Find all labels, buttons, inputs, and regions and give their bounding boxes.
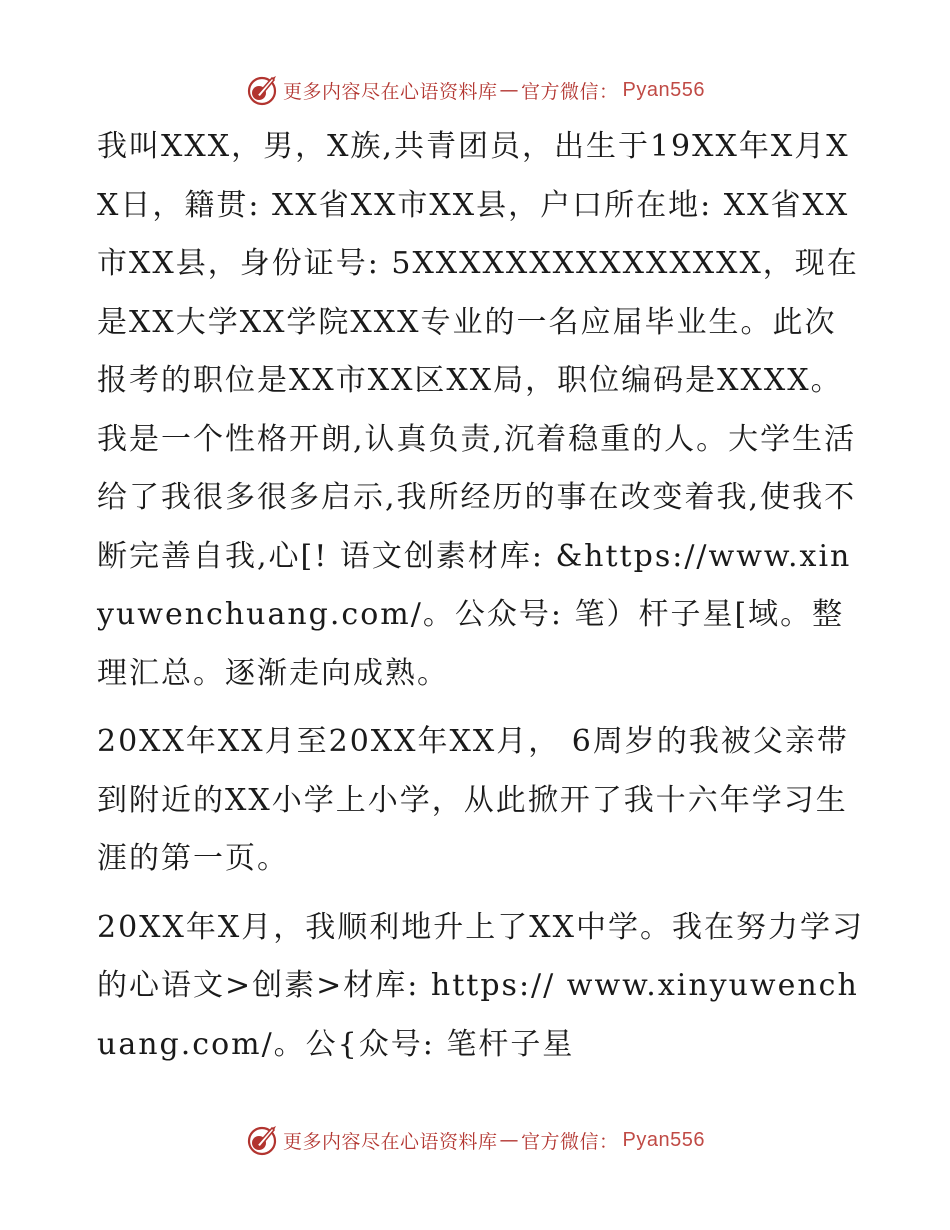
document-body xyxy=(97,118,867,1084)
header-banner xyxy=(0,70,950,110)
footer-banner xyxy=(0,1120,950,1160)
paragraph-personal-info: 我叫XXX，男，X族,共青团员，出生于19XX年X月XX日，籍贯: XX省XX市XX县，户口所在地: XX省XX市XX县，身份证号: 5XXXXXXXXXXXXXXX，现在是XX大学XX学院XXX专业的一名应届毕业生。此次报考的职位是XX市XX区XX局，职位编码是XXXX。我是一个性格开朗,认真负责,沉着稳重的人。大学生活给了我很多很多启示,我所经历的事在改变着我,使我不断完善自我,心[! 语文创素材库: &https://www.xinyuwenchuang.com/。公众号: 笔）杆子星[域。整理汇总。逐渐走向成熟。 xyxy=(97,129,859,691)
banner-tagline: 更多内容尽在心语资料库 xyxy=(283,80,498,103)
banner-wechat-label: 官方微信： xyxy=(521,1130,619,1153)
quill-logo-icon xyxy=(245,73,279,107)
banner-separator: — xyxy=(499,1129,520,1151)
banner-wechat-handle: Pyan556 xyxy=(622,78,705,101)
paragraph-primary-school: 20XX年XX月至20XX年XX月， 6周岁的我被父亲带到附近的XX小学上小学，从此掀开了我十六年学习生涯的第一页。 xyxy=(97,724,849,876)
paragraph-middle-school: 20XX年X月，我顺利地升上了XX中学。我在努力学习的心语文>创素>材库: https:// www.xinyuwenchuang.com/。公{众号: 笔杆子星 xyxy=(97,909,864,1062)
banner-wechat-handle: Pyan556 xyxy=(622,1128,705,1151)
quill-logo-icon xyxy=(245,1123,279,1157)
banner-wechat-label: 官方微信： xyxy=(521,80,619,103)
banner-tagline: 更多内容尽在心语资料库 xyxy=(283,1130,498,1153)
banner-separator: — xyxy=(499,79,520,101)
